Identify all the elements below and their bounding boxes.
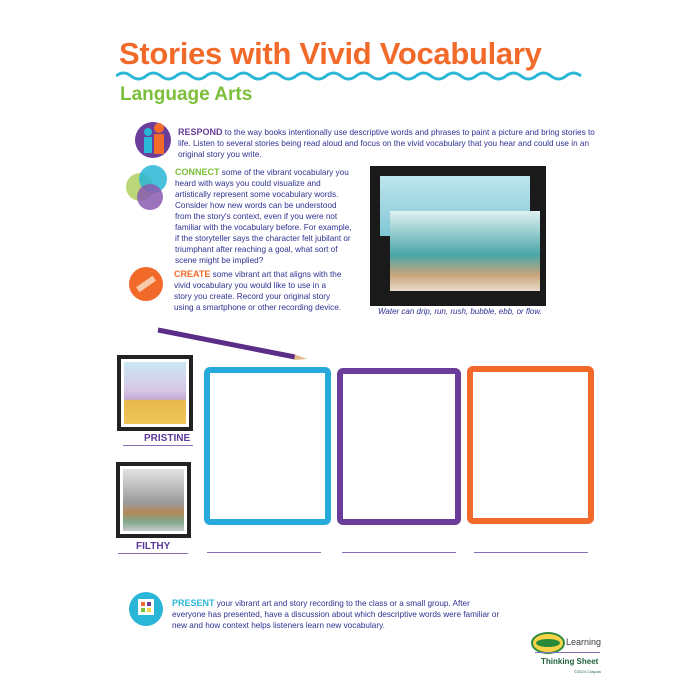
sheet-type: Thinking Sheet (541, 657, 599, 666)
answer-line-3[interactable] (474, 552, 588, 553)
connect-text (175, 167, 355, 266)
answer-line-1[interactable] (207, 552, 321, 553)
crayola-logo (531, 632, 565, 654)
watercolor-photo (370, 166, 546, 306)
subject-heading: Language Arts (120, 84, 253, 105)
connect-circles-icon (118, 162, 173, 217)
drawing-frame-blue[interactable] (204, 367, 331, 525)
connect-keyword: CONNECT (175, 167, 220, 177)
drawing-frame-orange[interactable] (467, 366, 594, 524)
filthy-example-art (116, 462, 191, 538)
filthy-underline (118, 553, 188, 554)
create-text (174, 269, 344, 313)
respond-people-icon (124, 112, 174, 160)
create-keyword: CREATE (174, 269, 211, 279)
respond-body: to the way books intentionally use descriptive words and phrases to paint a picture and bring stories to life. Listen to several stories being read aloud and focus on the vivid vocabulary that you hear and could use in an original story you write. (178, 128, 595, 159)
copyright: ©2024 Crayola (574, 669, 601, 674)
respond-keyword: RESPOND (178, 127, 223, 137)
photo-caption: Water can drip, run, rush, bubble, ebb, or flow. (378, 307, 542, 316)
present-body: your vibrant art and story recording to the class or a small group. After everyone has presented, have a discussion about which descriptive words were familiar or new and how context helps listeners learn new vocabulary. (172, 599, 500, 630)
footer-divider (535, 652, 600, 653)
present-text (172, 598, 502, 631)
connect-body: some of the vibrant vocabulary you heard with ways you could visualize and artistically represent some vocabulary words. Consider how new words can be understood from the story's context, even if you were not familiar with the vocabulary before. For example, if the storyteller says the character felt jubilant or triumphant after reaching a goal, what sort of scene might be implied? (175, 168, 352, 265)
filthy-label: FILTHY (136, 541, 171, 552)
create-body: some vibrant art that aligns with the vivid vocabulary you would like to use in a story you create. Record your original story using a smartphone or other recording device. (174, 270, 342, 312)
create-crayon-icon (120, 258, 168, 303)
pristine-underline (123, 445, 193, 446)
pristine-label: PRISTINE (144, 433, 191, 444)
watercolor-sheet-front (390, 211, 540, 291)
pristine-example-art (117, 355, 193, 431)
answer-line-2[interactable] (342, 552, 456, 553)
present-keyword: PRESENT (172, 598, 215, 608)
page-title: Stories with Vivid Vocabulary (119, 36, 542, 71)
respond-text (178, 127, 598, 160)
brand-learning: Learning (566, 637, 602, 647)
present-easel-icon (116, 585, 166, 630)
drawing-frame-purple[interactable] (337, 368, 461, 525)
wave-divider (116, 70, 586, 82)
